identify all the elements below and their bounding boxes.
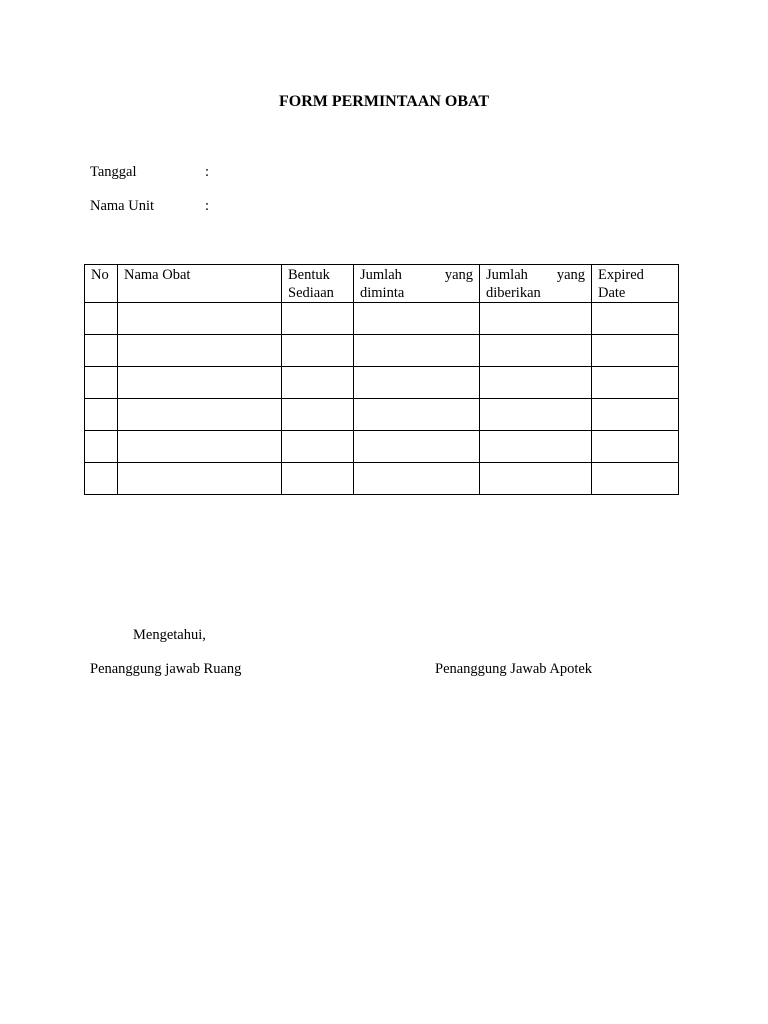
cell-nama-obat[interactable] [118, 303, 282, 335]
header-expired-line1: Expired [598, 267, 644, 283]
cell-bentuk-sediaan[interactable] [282, 399, 354, 431]
header-diberikan-line2: diberikan [486, 285, 541, 301]
header-diminta-line2: diminta [360, 285, 405, 301]
signature-pharmacy-responsible: Penanggung Jawab Apotek [435, 661, 593, 677]
table-row [85, 367, 679, 399]
header-nama-obat: Nama Obat [118, 265, 282, 303]
cell-jumlah-diberikan[interactable] [480, 303, 592, 335]
cell-bentuk-sediaan[interactable] [282, 303, 354, 335]
header-bentuk-sediaan [282, 265, 354, 303]
cell-expired-date[interactable] [592, 335, 679, 367]
cell-jumlah-diminta[interactable] [354, 399, 480, 431]
cell-expired-date[interactable] [592, 431, 679, 463]
cell-expired-date[interactable] [592, 367, 679, 399]
form-title: FORM PERMINTAAN OBAT [278, 93, 490, 110]
table-row [85, 399, 679, 431]
cell-jumlah-diminta[interactable] [354, 335, 480, 367]
cell-no[interactable] [85, 399, 118, 431]
cell-no[interactable] [85, 303, 118, 335]
tanggal-colon: : [205, 164, 210, 180]
cell-jumlah-diminta[interactable] [354, 303, 480, 335]
cell-jumlah-diminta[interactable] [354, 463, 480, 495]
cell-expired-date[interactable] [592, 303, 679, 335]
cell-jumlah-diberikan[interactable] [480, 335, 592, 367]
cell-jumlah-diberikan[interactable] [480, 367, 592, 399]
header-diberikan-word1: Jumlah [486, 267, 528, 283]
cell-bentuk-sediaan[interactable] [282, 431, 354, 463]
cell-expired-date[interactable] [592, 399, 679, 431]
cell-no[interactable] [85, 367, 118, 399]
tanggal-label: Tanggal [90, 164, 137, 180]
header-diminta-word2: yang [444, 267, 473, 283]
cell-no[interactable] [85, 335, 118, 367]
nama-unit-colon: : [205, 198, 210, 214]
acknowledge-text: Mengetahui, [133, 627, 206, 643]
cell-nama-obat[interactable] [118, 463, 282, 495]
cell-bentuk-sediaan[interactable] [282, 367, 354, 399]
cell-nama-obat[interactable] [118, 399, 282, 431]
cell-expired-date[interactable] [592, 463, 679, 495]
cell-jumlah-diberikan[interactable] [480, 431, 592, 463]
header-bentuk-line1: Bentuk [288, 267, 330, 283]
cell-nama-obat[interactable] [118, 367, 282, 399]
table-row [85, 431, 679, 463]
cell-jumlah-diminta[interactable] [354, 431, 480, 463]
header-expired-line2: Date [598, 285, 626, 301]
cell-bentuk-sediaan[interactable] [282, 463, 354, 495]
table-header-row [85, 265, 679, 303]
cell-jumlah-diminta[interactable] [354, 367, 480, 399]
cell-no[interactable] [85, 431, 118, 463]
cell-bentuk-sediaan[interactable] [282, 335, 354, 367]
table-row [85, 463, 679, 495]
header-jumlah-diberikan [480, 265, 592, 303]
header-diberikan-word2: yang [556, 267, 585, 283]
medicine-request-table [84, 264, 679, 495]
header-diberikan-line1 [486, 266, 585, 284]
signature-room-responsible: Penanggung jawab Ruang [90, 661, 242, 677]
cell-no[interactable] [85, 463, 118, 495]
cell-nama-obat[interactable] [118, 431, 282, 463]
header-no: No [85, 265, 118, 303]
header-diminta-word1: Jumlah [360, 267, 402, 283]
header-jumlah-diminta [354, 265, 480, 303]
cell-jumlah-diberikan[interactable] [480, 463, 592, 495]
cell-jumlah-diberikan[interactable] [480, 399, 592, 431]
cell-nama-obat[interactable] [118, 335, 282, 367]
table-row [85, 303, 679, 335]
nama-unit-label: Nama Unit [90, 198, 155, 214]
header-diminta-line1 [360, 266, 473, 284]
header-expired-date [592, 265, 679, 303]
table-row [85, 335, 679, 367]
header-bentuk-line2: Sediaan [288, 285, 334, 301]
